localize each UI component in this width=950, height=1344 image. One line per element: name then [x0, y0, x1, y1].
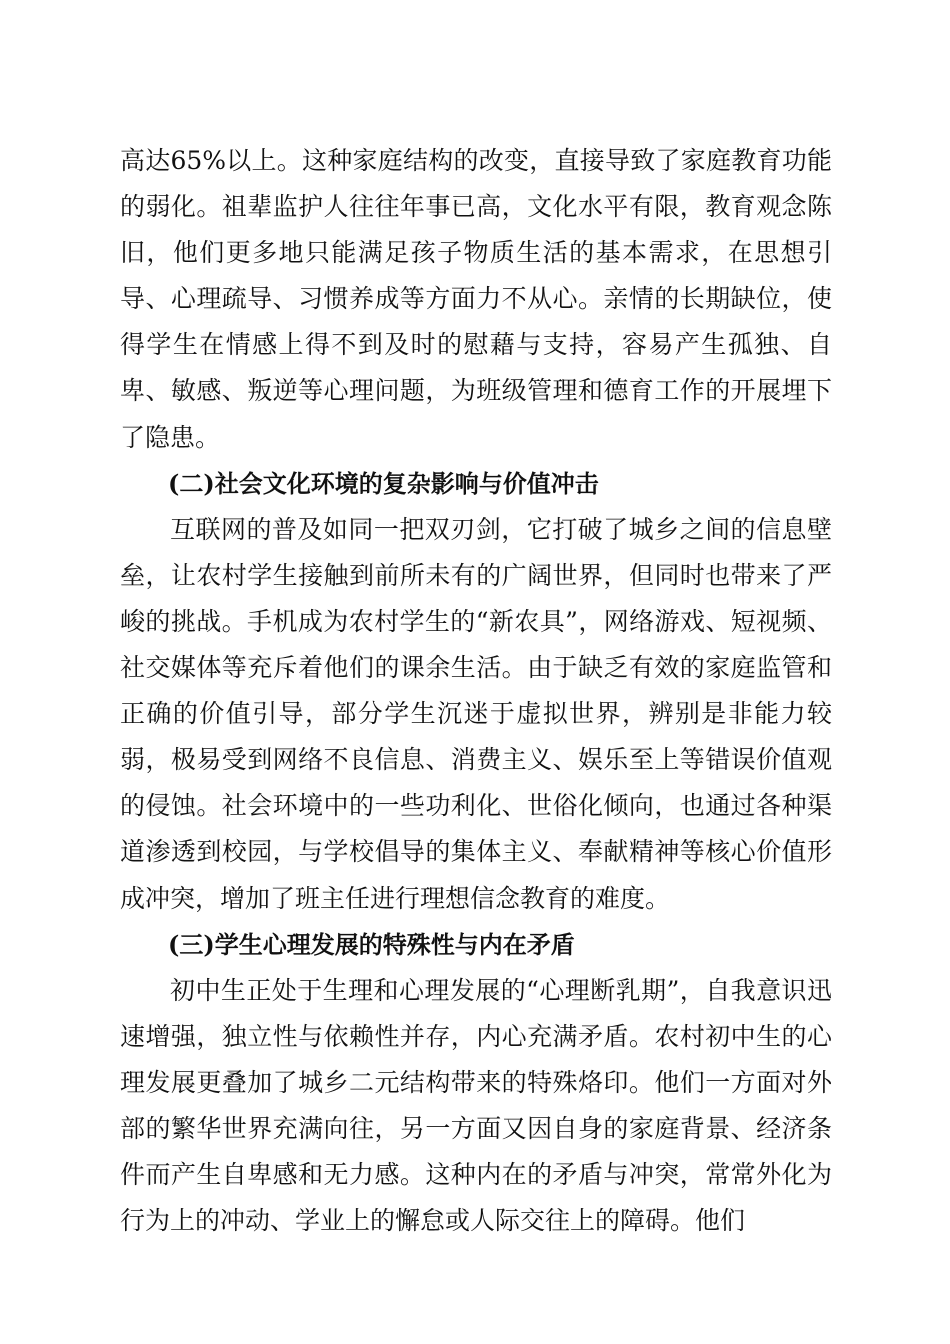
document-body [120, 138, 832, 1244]
paragraph-family-structure: 高达65%以上。这种家庭结构的改变，直接导致了家庭教育功能的弱化。祖辈监护人往往年事已高，文化水平有限，教育观念陈旧，他们更多地只能满足孩子物质生活的基本需求，在思想引导、心理疏导、习惯养成等方面力不从心。亲情的长期缺位，使得学生在情感上得不到及时的慰藉与支持，容易产生孤独、自卑、敏感、叛逆等心理问题，为班级管理和德育工作的开展埋下了隐患。 [120, 146, 832, 452]
section-heading-social-culture: (二)社会文化环境的复杂影响与价值冲击 [168, 468, 599, 498]
paragraph-psychological-development: 初中生正处于生理和心理发展的“心理断乳期”，自我意识迅速增强，独立性与依赖性并存，内心充满矛盾。农村初中生的心理发展更叠加了城乡二元结构带来的特殊烙印。他们一方面对外部的繁华世界充满向往，另一方面又因自身的家庭背景、经济条件而产生自卑感和无力感。这种内在的矛盾与冲突，常常外化为行为上的冲动、学业上的懈怠或人际交往上的障碍。他们 [120, 975, 832, 1236]
section-heading-psychology: (三)学生心理发展的特殊性与内在矛盾 [168, 929, 575, 959]
paragraph-internet-impact: 互联网的普及如同一把双刃剑，它打破了城乡之间的信息壁垒，让农村学生接触到前所未有的广阔世界，但同时也带来了严峻的挑战。手机成为农村学生的“新农具”，网络游戏、短视频、社交媒体等充斥着他们的课余生活。由于缺乏有效的家庭监管和正确的价值引导，部分学生沉迷于虚拟世界，辨别是非能力较弱，极易受到网络不良信息、消费主义、娱乐至上等错误价值观的侵蚀。社会环境中的一些功利化、世俗化倾向，也通过各种渠道渗透到校园，与学校倡导的集体主义、奉献精神等核心价值形成冲突，增加了班主任进行理想信念教育的难度。 [120, 514, 832, 913]
